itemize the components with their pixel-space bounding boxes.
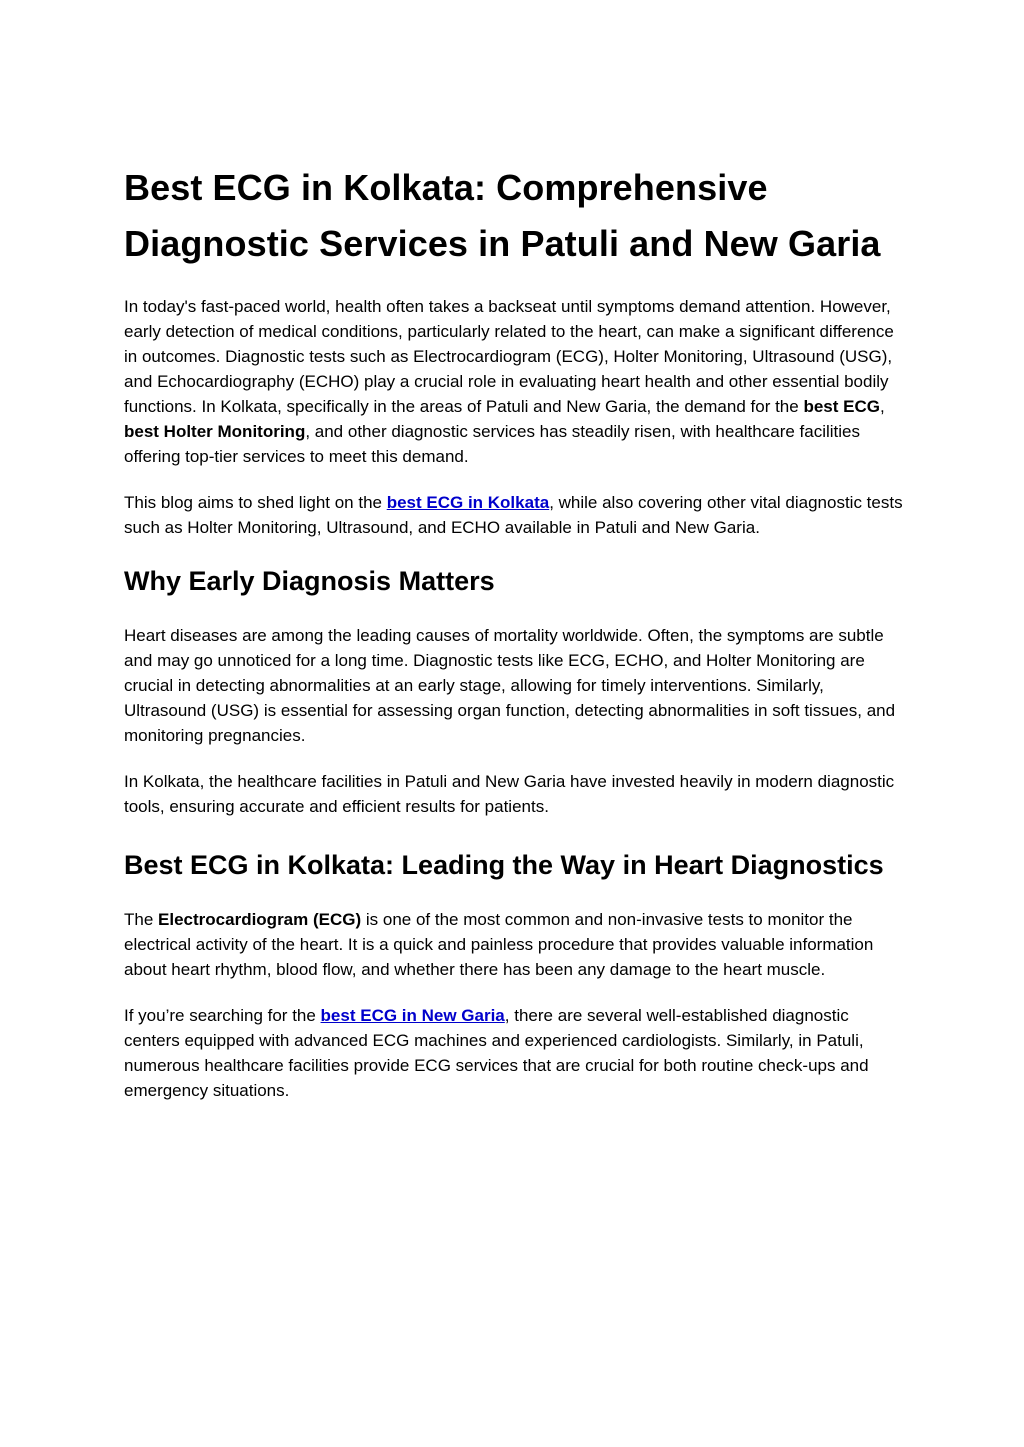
- intro-paragraph-1: [124, 294, 904, 469]
- section2-text-start: The: [124, 910, 159, 929]
- section-heading-early-diagnosis: Why Early Diagnosis Matters: [124, 566, 495, 596]
- bold-best-holter: best Holter Monitoring: [124, 422, 306, 441]
- section1-paragraph-1: Heart diseases are among the leading causes of mortality worldwide. Often, the symptoms are subtle and may go unnoticed for a long time. Diagnostic tests like ECG, ECHO, and Holter Monitoring are crucial in detecting abnormalities at an early stage, allowing for timely interventions. Similarly, Ultrasound (USG) is essential for assessing organ function, detecting abnormalities in soft tissues, and monitoring pregnancies.: [124, 626, 896, 745]
- intro-text-start: In today's fast-paced world, health often takes a backseat until symptoms demand attention. However, early detection of medical conditions, particularly related to the heart, can make a significant difference in outcomes. Diagnostic tests such as Electrocardiogram (ECG), Holter Monitoring, Ultrasound (USG), and Echocardiography (ECHO) play a crucial role in evaluating heart health and other essential bodily functions. In Kolkata, specifically in the areas of Patuli and New Garia, the demand for the: [124, 297, 894, 416]
- link-best-ecg-kolkata[interactable]: best ECG in Kolkata: [386, 493, 550, 512]
- link-best-ecg-new-garia[interactable]: best ECG in New Garia: [320, 1006, 505, 1025]
- intro2-text-end: , while also covering other vital diagnostic tests such as Holter Monitoring, Ultrasound, and ECHO available in Patuli and New Garia.: [124, 493, 903, 537]
- intro-text-end: , and other diagnostic services has steadily risen, with healthcare facilities offering top-tier services to meet this demand.: [124, 422, 860, 466]
- section1-paragraph-2: In Kolkata, the healthcare facilities in Patuli and New Garia have invested heavily in modern diagnostic tools, ensuring accurate and efficient results for patients.: [124, 772, 895, 816]
- section2-text-end: is one of the most common and non-invasive tests to monitor the electrical activity of the heart. It is a quick and painless procedure that provides valuable information about heart rhythm, blood flow, and whether there has been any damage to the heart muscle.: [124, 910, 874, 979]
- intro-paragraph-2: [124, 490, 904, 540]
- bold-best-ecg: best ECG: [803, 397, 880, 416]
- intro-separator: ,: [879, 397, 885, 416]
- intro2-text-start: This blog aims to shed light on the: [124, 493, 387, 512]
- section2-paragraph-2: [124, 1003, 904, 1103]
- section2b-text-end: , there are several well-established diagnostic centers equipped with advanced ECG machines and experienced cardiologists. Similarly, in Patuli, numerous healthcare facilities provide ECG services that are crucial for both routine check-ups and emergency situations.: [124, 1006, 869, 1100]
- section2-paragraph-1: [124, 907, 904, 982]
- section-heading-best-ecg: Best ECG in Kolkata: Leading the Way in Heart Diagnostics: [124, 850, 884, 880]
- bold-ecg-term: Electrocardiogram (ECG): [158, 910, 362, 929]
- document-page: [124, 160, 904, 1124]
- page-title: Best ECG in Kolkata: Comprehensive Diagnostic Services in Patuli and New Garia: [124, 167, 881, 264]
- section2b-text-start: If you’re searching for the: [124, 1006, 321, 1025]
